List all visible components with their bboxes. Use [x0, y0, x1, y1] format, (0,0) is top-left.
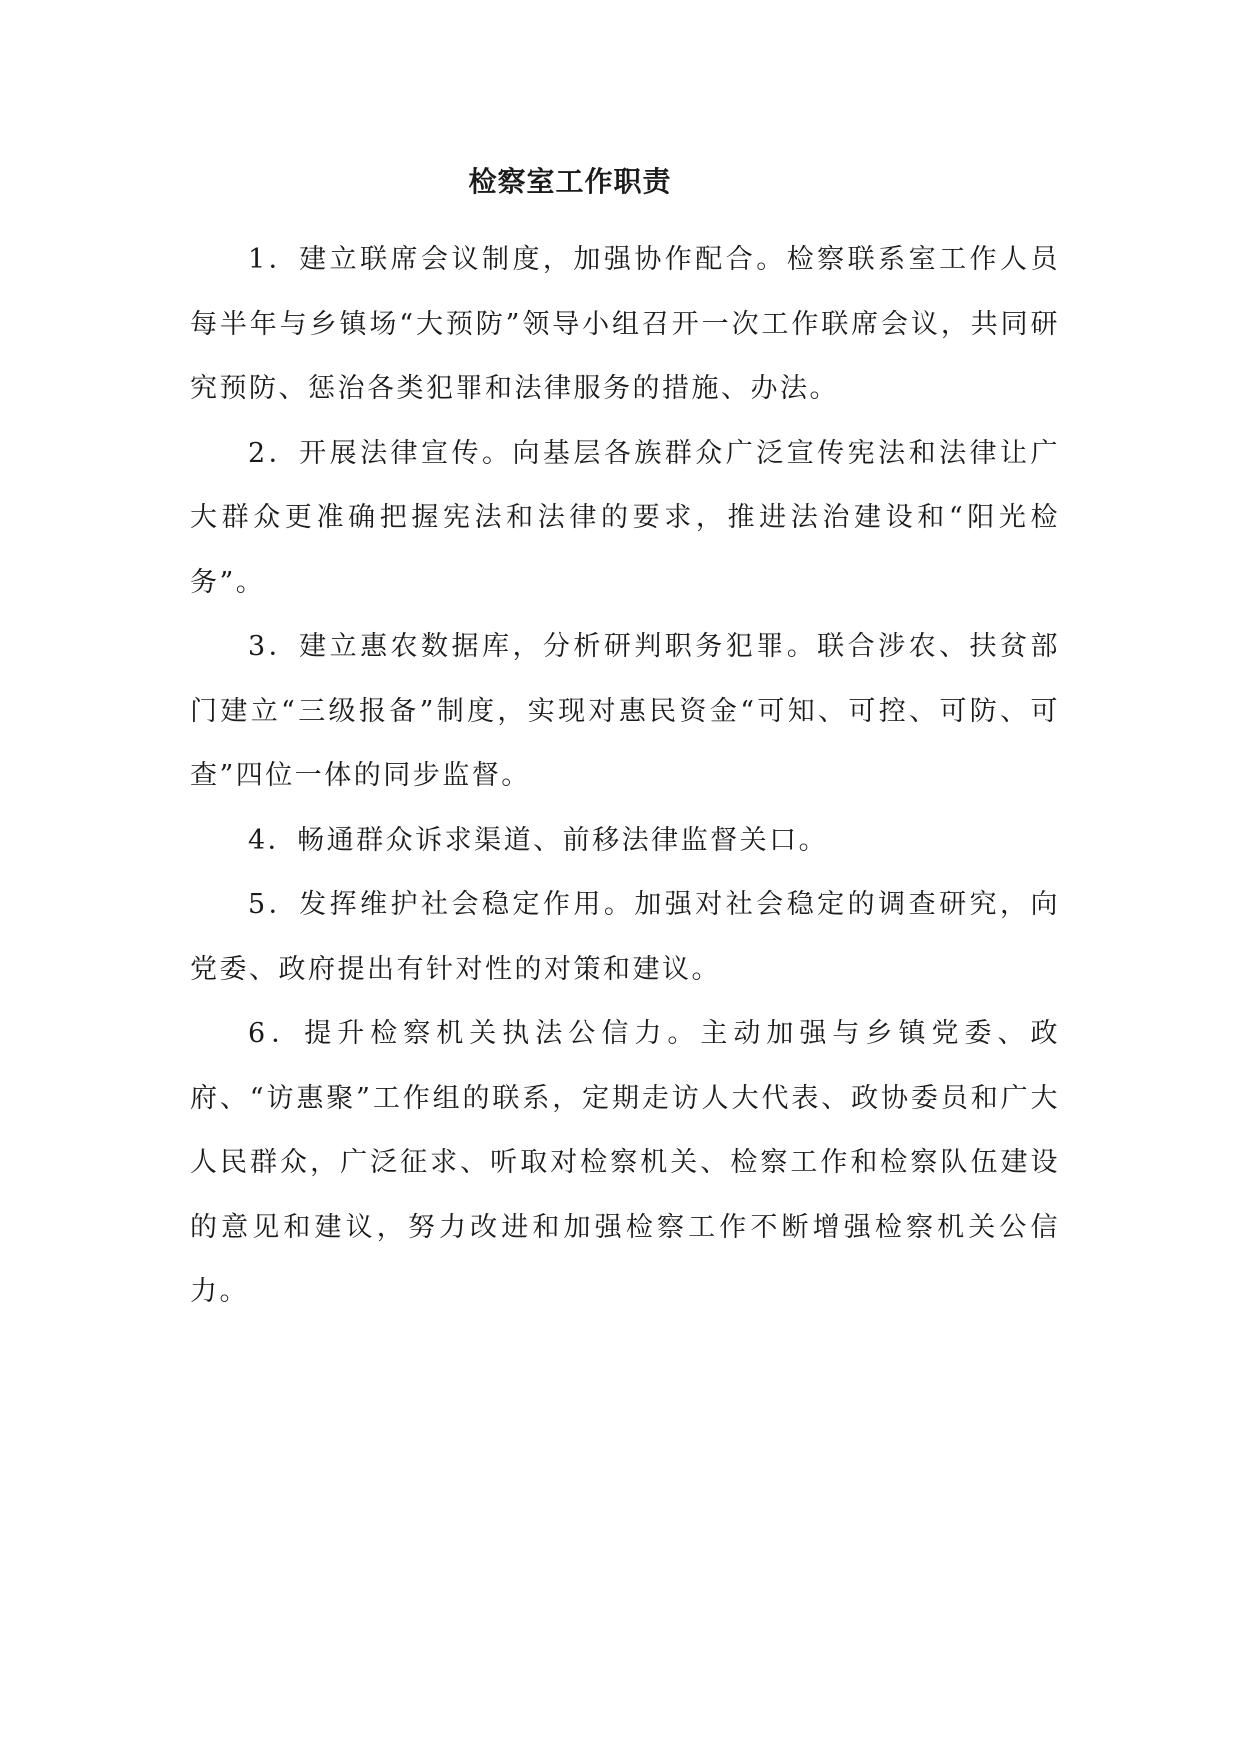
- paragraph-5: 5．发挥维护社会稳定作用。加强对社会稳定的调查研究，向党委、政府提出有针对性的对策和建议。: [190, 889, 1060, 985]
- paragraph-2: 2．开展法律宣传。向基层各族群众广泛宣传宪法和法律让广大群众更准确把握宪法和法律的要求，推进法治建设和“阳光检务”。: [190, 437, 1060, 598]
- paragraph-4: 4．畅通群众诉求渠道、前移法律监督关口。: [248, 824, 829, 856]
- paragraph-6: 6．提升检察机关执法公信力。主动加强与乡镇党委、政府、“访惠聚”工作组的联系，定期走访人大代表、政协委员和广大人民群众，广泛征求、听取对检察机关、检察工作和检察队伍建设的意见和建议，努力改进和加强检察工作不断增强检察机关公信力。: [190, 1018, 1060, 1307]
- document-body: [190, 228, 1060, 1325]
- paragraph-3: 3．建立惠农数据库，分析研判职务犯罪。联合涉农、扶贫部门建立“三级报备”制度，实现对惠民资金“可知、可控、可防、可查”四位一体的同步监督。: [190, 631, 1060, 791]
- paragraph-1: 1．建立联席会议制度，加强协作配合。检察联系室工作人员每半年与乡镇场“大预防”领导小组召开一次工作联席会议，共同研究预防、惩治各类犯罪和法律服务的措施、办法。: [190, 244, 1060, 404]
- document-title: 检察室工作职责: [468, 165, 672, 198]
